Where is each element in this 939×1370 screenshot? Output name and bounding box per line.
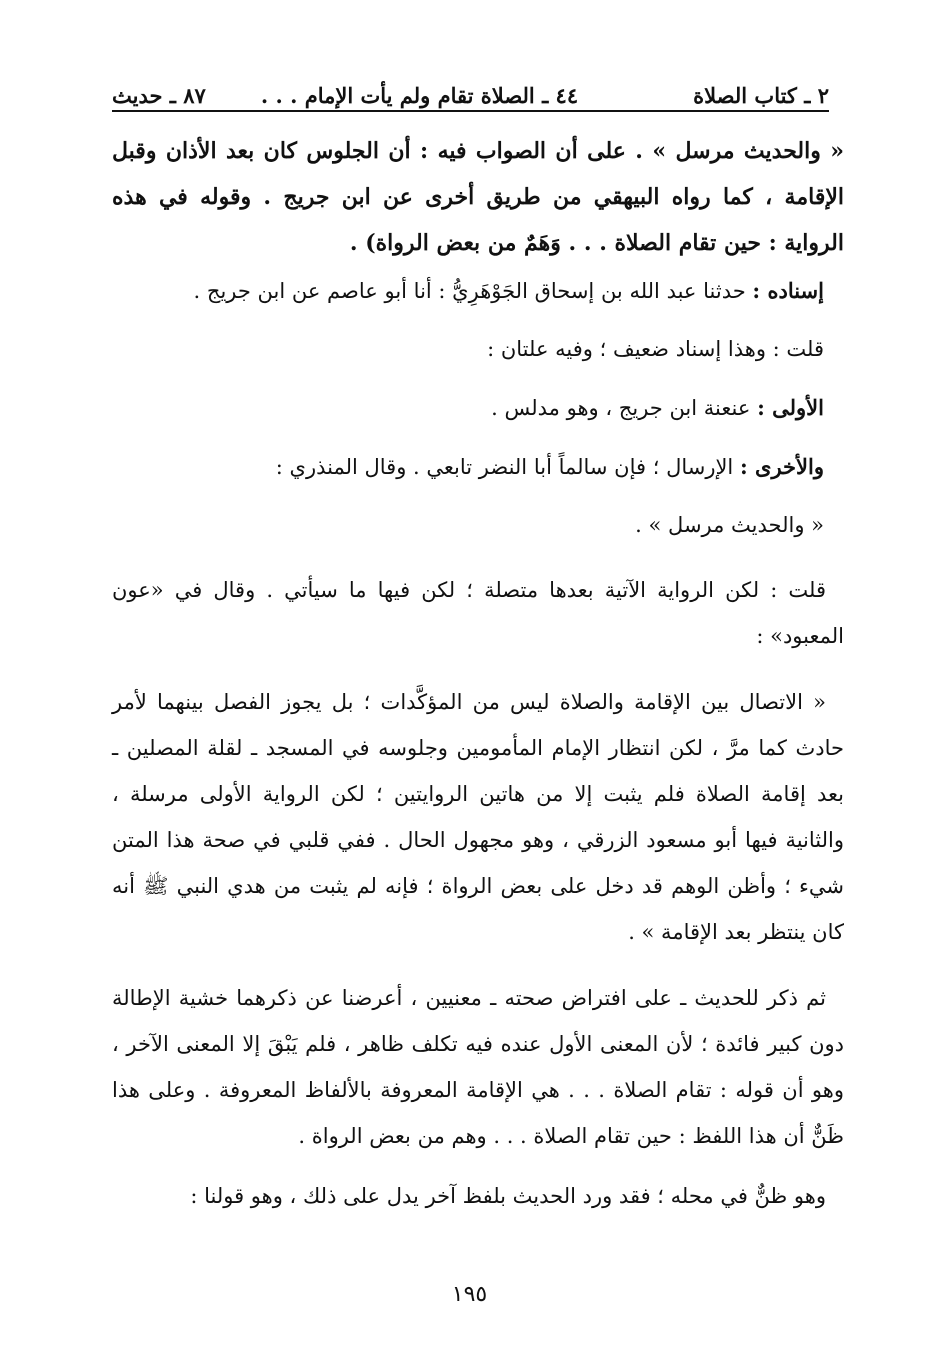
second-defect-line [112,450,844,484]
awn-quote-paragraph: « الاتصال بين الإقامة والصلاة ليس من المؤكَّدات ؛ بل يجوز الفصل بينهما لأمر حادث كما مرَّ ، لكن انتظار الإمام المأمومين وجلوسه في المسجد ـ لقلة المصلين ـ بعد إقامة الصلاة فلم يثبت إلا من هاتين الروايتين ؛ لكن الرواية الأولى مرسلة ، والثانية فيها أبو مسعود الزرقي ، وهو مجهول الحال . ففي قلبي في صحة هذا المتن شيء ؛ وأظن الوهم قد دخل على بعض الرواة ؛ فإنه لم يثبت من هدي النبي ﷺ أنه كان ينتظر بعد الإقامة » . [112,690,844,944]
running-header [112,68,829,108]
first-defect-label: الأولى : [757,395,824,420]
intro-paragraph: « والحديث مرسل » . على أن الصواب فيه : أن الجلوس كان بعد الأذان وقبل الإقامة ، كما رواه البيهقي من طريق أخرى عن ابن جريج . وقوله في هذه الرواية : حين تقام الصلاة . . . وَهَمٌ من بعض الرواة) . [112,138,844,256]
spacer [112,659,844,679]
isnad-label: إسناده : [752,278,824,303]
second-defect-label: والأخرى : [739,454,824,479]
final-paragraph: وهو ظنٌّ في محله ؛ فقد ورد الحديث بلفظ آخر يدل على ذلك ، وهو قولنا : [190,1184,826,1208]
first-defect-text: عنعنة ابن جريج ، وهو مدلس . [491,396,751,420]
page-body [112,128,844,1219]
isnad-line [112,274,844,308]
awn-intro-paragraph: قلت : لكن الرواية الآتية بعدها متصلة ؛ لكن فيها ما سيأتي . وقال في «عون المعبود» : [112,578,844,648]
header-hadith-number: ٨٧ ـ حديث [112,83,206,108]
header-divider [112,110,829,112]
header-chapter: ٢ ـ كتاب الصلاة [693,83,829,108]
mundhiri-quote: « والحديث مرسل » . [635,513,824,537]
second-defect-text: الإرسال ؛ فإن سالماً أبا النضر تابعي . وقال المنذري : [275,455,734,479]
spacer [112,1159,844,1173]
page-number: ١٩٥ [451,1282,488,1307]
discussion-paragraph: ثم ذكر للحديث ـ على افتراض صحته ـ معنيين ، أعرضنا عن ذكرهما خشية الإطالة دون كبير فائدة ؛ لأن المعنى الأول عنده فيه تكلف ظاهر ، فلم يَبْقَ إلا المعنى الآخر ، وهو أن قوله : تقام الصلاة . . . هي الإقامة المعروفة بالألفاظ المعروفة . وعلى هذا ظَنٌّ أن هذا اللفظ : حين تقام الصلاة . . . وهم من بعض الرواة . [112,986,844,1148]
spacer [112,955,844,975]
isnad-text: حدثنا عبد الله بن إسحاق الجَوْهَرِيُّ : أنا أبو عاصم عن ابن جريج . [193,279,746,303]
first-defect-line [112,391,844,425]
header-section: ٤٤ ـ الصلاة تقام ولم يأت الإمام . . . [260,83,579,108]
note-two-defects: قلت : وهذا إسناد ضعيف ؛ وفيه علتان : [487,337,824,361]
